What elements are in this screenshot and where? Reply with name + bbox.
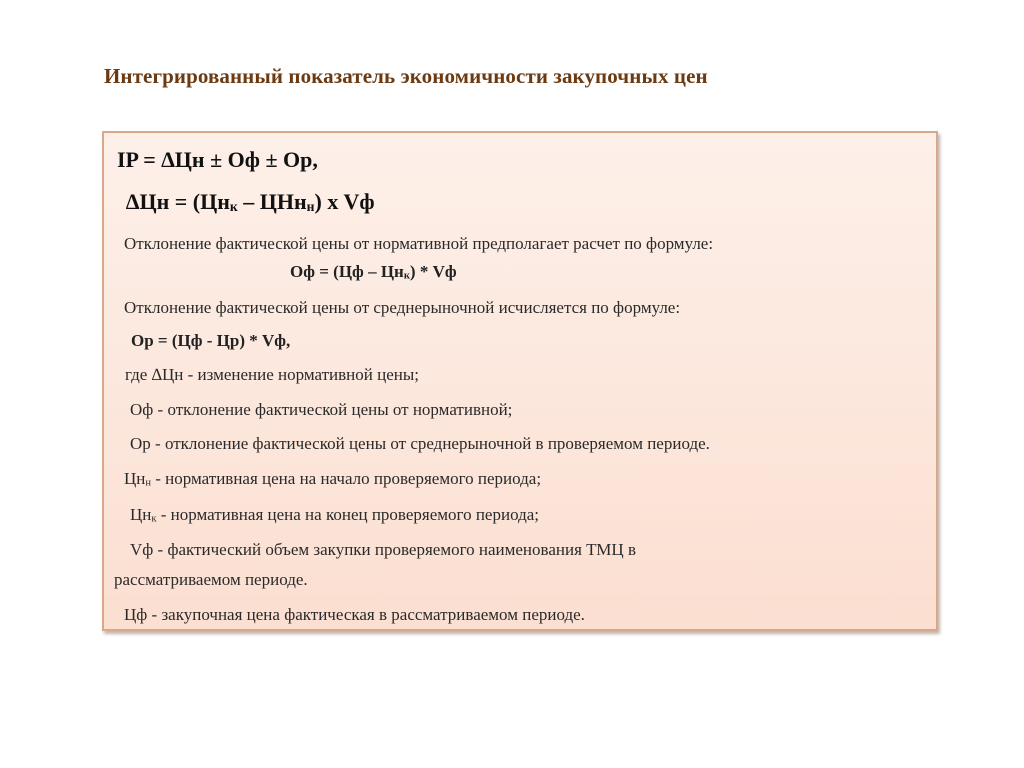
def-cf: Цф - закупочная цена фактическая в рассматриваемом периоде. — [124, 605, 585, 624]
of-formula: Оф = $(Цф - Цн_к)$ * Vф — [290, 262, 457, 282]
delta-cn-formula: $\Delta Цн = (Цн_к - ЦНн_н)$ x Vф — [126, 189, 375, 215]
ip-formula: IP = ∆Цн ± Оф ± Ор, — [117, 147, 318, 172]
def-cn-end: $Цн_к$ - нормативная цена на конец проверяемого периода; — [130, 505, 539, 525]
def-cn-start: $Цн_н$ - нормативная цена на начало проверяемого периода; — [124, 469, 542, 489]
def-vf-line2: рассматриваемом периоде. — [114, 570, 308, 589]
def-delta-cn: где ∆Цн - изменение нормативной цены; — [125, 365, 419, 384]
or-intro-text: Отклонение фактической цены от среднерыночной исчисляется по формуле: — [124, 298, 681, 317]
of-intro-text: Отклонение фактической цены от нормативной предполагает расчет по формуле: — [124, 234, 714, 253]
def-or: Ор - отклонение фактической цены от среднерыночной в проверяемом периоде. — [130, 434, 710, 453]
def-of: Оф - отклонение фактической цены от нормативной; — [130, 400, 513, 419]
or-formula: Ор = (Цф - Цр) * Vф, — [131, 331, 291, 350]
content-box — [102, 131, 938, 631]
slide-title: Интегрированный показатель экономичности закупочных цен — [104, 64, 708, 88]
def-vf-line1: Vф - фактический объем закупки проверяемого наименования ТМЦ в — [130, 540, 636, 559]
